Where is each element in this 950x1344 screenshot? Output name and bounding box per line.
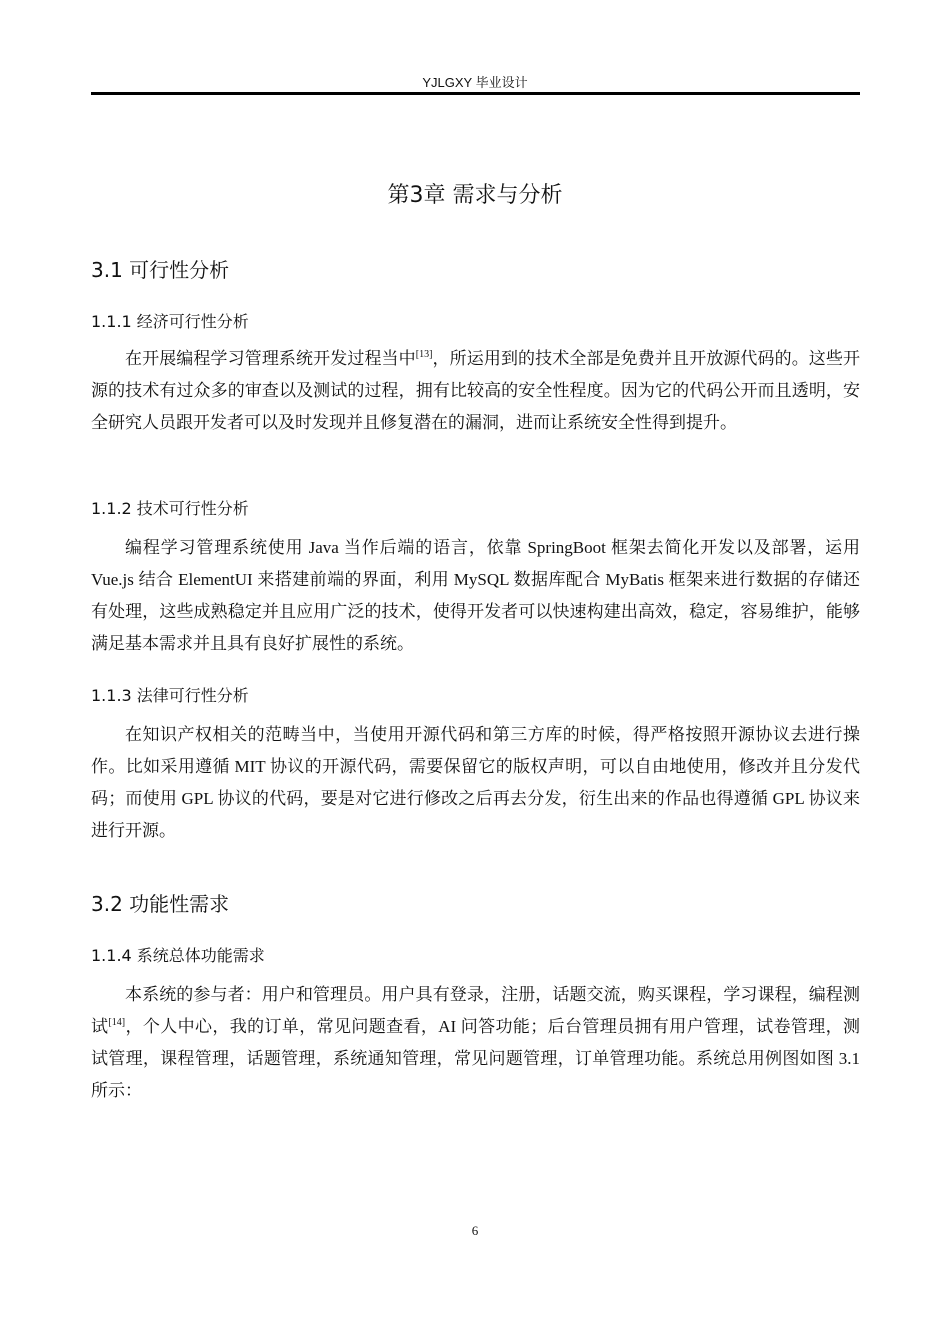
paragraph-overall (91, 979, 860, 1107)
subsection-heading-economic: 1.1.1 经济可行性分析 (91, 312, 249, 331)
subsection-heading-technical: 1.1.2 技术可行性分析 (91, 499, 249, 518)
subsection-heading-overall: 1.1.4 系统总体功能需求 (91, 946, 265, 965)
citation-ref: [13] (415, 349, 433, 360)
paragraph-legal: 在知识产权相关的范畴当中，当使用开源代码和第三方库的时候，得严格按照开源协议去进行操作。比如采用遵循 MIT 协议的开源代码，需要保留它的版权声明，可以自由地使用，修改并且分发代码；而使用 GPL 协议的代码，要是对它进行修改之后再去分发，衍生出来的作品也得遵循 GPL 协议来进行开源。 (91, 725, 860, 840)
paragraph-text: 本系统的参与者：用户和管理员。用户具有登录，注册，话题交流，购买课程，学习课程，编程测试 (91, 985, 860, 1036)
paragraph-technical: 编程学习管理系统使用 Java 当作后端的语言，依靠 SpringBoot 框架去简化开发以及部署，运用 Vue.js 结合 ElementUI 来搭建前端的界面，利用 MySQL 数据库配合 MyBatis 框架来进行数据的存储还有处理，这些成熟稳定并且应用广泛的技术，使得开发者可以快速构建出高效，稳定，容易维护，能够满足基本需求并且具有良好扩展性的系统。 (91, 538, 860, 653)
paragraph-text: ，个人中心，我的订单，常见问题查看，AI 问答功能；后台管理员拥有用户管理，试卷管理，测试管理，课程管理，话题管理，系统通知管理，常见问题管理，订单管理功能。系统总用例图如图 3.1 所示： (91, 1017, 861, 1100)
header-rule (91, 92, 860, 95)
paragraph-economic (91, 343, 860, 439)
paragraph-text: 在开展编程学习管理系统开发过程当中 (125, 349, 416, 368)
paragraph-text: ，所运用到的技术全部是免费并且开放源代码的。这些开源的技术有过众多的审查以及测试的过程，拥有比较高的安全性程度。因为它的代码公开而且透明，安全研究人员跟开发者可以及时发现并且修复潜在的漏洞，进而让系统安全性得到提升。 (91, 349, 861, 432)
running-header: YJLGXY 毕业设计 (422, 75, 528, 90)
section-heading-feasibility: 3.1 可行性分析 (91, 258, 230, 282)
chapter-title: 第3章 需求与分析 (387, 183, 563, 208)
page-number: 6 (471, 1223, 479, 1238)
section-heading-functional: 3.2 功能性需求 (91, 892, 230, 916)
citation-ref: [14] (108, 1017, 126, 1028)
subsection-heading-legal: 1.1.3 法律可行性分析 (91, 686, 249, 705)
